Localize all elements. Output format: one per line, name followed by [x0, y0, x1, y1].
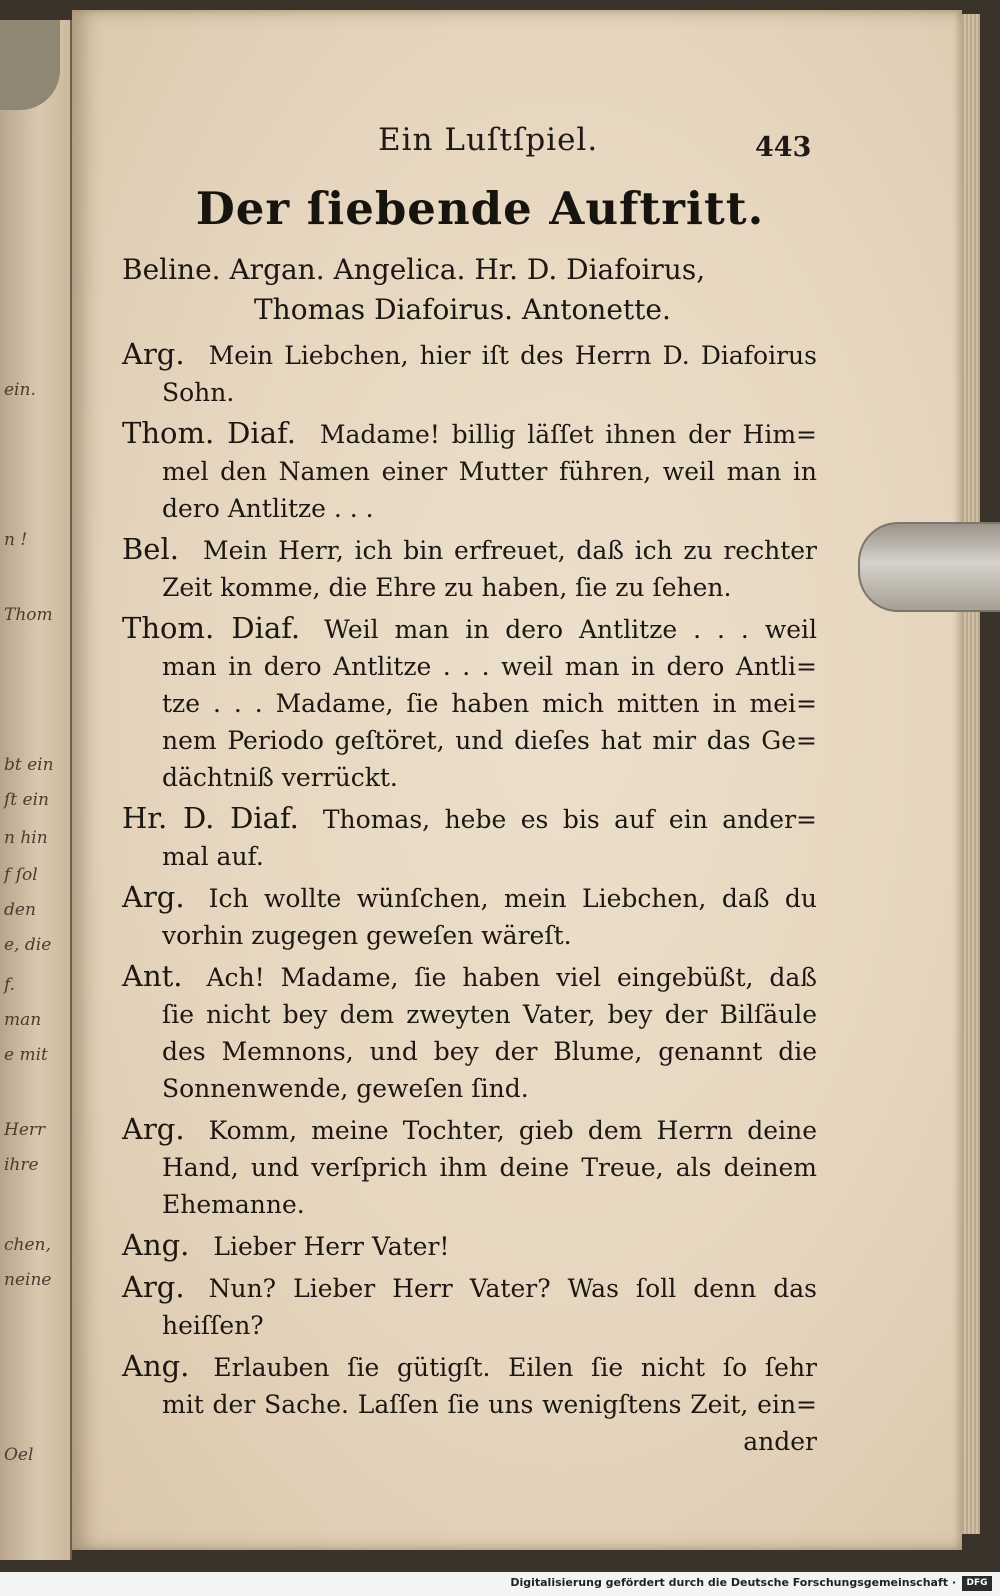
- line-text: Thomas, hebe es bis auf ein ander=: [322, 805, 817, 834]
- previous-page-fragment: Thom: [4, 605, 53, 625]
- speaker-name: Arg.: [122, 1270, 185, 1304]
- line-text: Mein Liebchen, hier iſt des Herrn D. Diafoirus: [208, 341, 817, 370]
- running-head: Ein Luſtſpiel.: [378, 122, 599, 158]
- dialogue-entry: [122, 531, 817, 606]
- previous-page-fragment: bt ein: [4, 755, 54, 775]
- dialogue-line: [122, 685, 817, 722]
- line-text: vorhin zugegen geweſen wäreſt.: [162, 921, 572, 950]
- line-text: heiſſen?: [162, 1311, 264, 1340]
- dfg-logo: DFG: [962, 1576, 992, 1591]
- previous-page-fragment: n hin: [4, 828, 48, 848]
- line-text: dächtniß verrückt.: [162, 763, 398, 792]
- dialogue: [122, 336, 817, 1464]
- line-text: Sonnenwende, geweſen ſind.: [162, 1074, 529, 1103]
- speaker-name: Arg.: [122, 337, 185, 371]
- previous-page-fragment: e, die: [4, 935, 52, 955]
- dialogue-line: [122, 415, 817, 453]
- line-text: Nun? Lieber Herr Vater? Was ſoll denn das: [208, 1274, 817, 1303]
- dialogue-line: [122, 917, 817, 954]
- dialogue-line: [122, 569, 817, 606]
- line-text: Hand, und verſprich ihm deine Treue, als deinem: [162, 1153, 817, 1182]
- dialogue-line: [122, 1386, 817, 1423]
- line-text: mel den Namen einer Mutter führen, weil man in: [162, 457, 817, 486]
- line-text: Komm, meine Tochter, gieb dem Herrn deine: [208, 1116, 817, 1145]
- previous-page-fragment: chen,: [4, 1235, 51, 1255]
- dialogue-line: [122, 1111, 817, 1149]
- line-text: mit der Sache. Laſſen ſie uns wenigſtens Zeit, ein=: [162, 1390, 817, 1419]
- dialogue-line: [122, 1269, 817, 1307]
- line-text: ander: [743, 1427, 817, 1456]
- previous-page-fragment: f ſol: [4, 865, 38, 885]
- line-text: mal auf.: [162, 842, 264, 871]
- dialogue-line: [122, 722, 817, 759]
- line-text: Ich wollte wünſchen, mein Liebchen, daß du: [208, 884, 817, 913]
- dialogue-line: [122, 1307, 817, 1344]
- dialogue-line: [122, 838, 817, 875]
- previous-page-fragments: [4, 20, 64, 1560]
- line-text: Ehemanne.: [162, 1190, 305, 1219]
- line-text: Lieber Herr Vater!: [213, 1232, 450, 1261]
- previous-page-fragment: ihre: [4, 1155, 39, 1175]
- cast-line: Thomas Diafoirus. Antonette.: [254, 293, 671, 326]
- dialogue-entry: [122, 336, 817, 411]
- dialogue-line: [122, 490, 817, 527]
- previous-page: [0, 20, 72, 1560]
- funding-credit: Digitalisierung gefördert durch die Deutsche Forschungsgemeinschaft ·: [510, 1576, 956, 1589]
- previous-page-fragment: f.: [4, 975, 16, 995]
- dialogue-line: [122, 1348, 817, 1386]
- line-text: Sohn.: [162, 378, 235, 407]
- previous-page-fragment: e mit: [4, 1045, 48, 1065]
- line-text: man in dero Antlitze . . . weil man in dero Antli=: [162, 652, 817, 681]
- line-text: tze . . . Madame, ſie haben mich mitten in mei=: [162, 689, 817, 718]
- dialogue-line: [122, 648, 817, 685]
- dialogue-line: [122, 374, 817, 411]
- dialogue-entry: [122, 879, 817, 954]
- dialogue-line: [122, 336, 817, 374]
- cast-list: [122, 250, 822, 330]
- speaker-name: Ang.: [122, 1228, 190, 1262]
- dialogue-line: [122, 453, 817, 490]
- dialogue-line: [122, 1033, 817, 1070]
- dialogue-entry: [122, 1269, 817, 1344]
- previous-page-fragment: Herr: [4, 1120, 46, 1140]
- dialogue-line: [122, 1423, 817, 1460]
- dialogue-entry: [122, 610, 817, 796]
- line-text: des Memnons, und bey der Blume, genannt die: [162, 1037, 817, 1066]
- speaker-name: Arg.: [122, 1112, 185, 1146]
- footer-bar: [0, 1572, 1000, 1596]
- dialogue-line: [122, 1186, 817, 1223]
- dialogue-entry: [122, 415, 817, 527]
- previous-page-fragment: neine: [4, 1270, 52, 1290]
- line-text: Madame! billig läſſet ihnen der Him=: [319, 420, 817, 449]
- speaker-name: Thom. Diaf.: [122, 611, 301, 645]
- speaker-name: Ang.: [122, 1349, 190, 1383]
- scene-title: Der ſiebende Auftritt.: [195, 182, 765, 235]
- dialogue-entry: [122, 800, 817, 875]
- page-number: 443: [755, 132, 812, 163]
- previous-page-fragment: ein.: [4, 380, 36, 400]
- line-text: nem Periodo geſtöret, und dieſes hat mir das Ge=: [162, 726, 817, 755]
- previous-page-fragment: Oel: [4, 1445, 34, 1465]
- dialogue-line: [122, 958, 817, 996]
- page-stack-edge: [962, 14, 980, 1534]
- line-text: dero Antlitze . . .: [162, 494, 374, 523]
- line-text: Ach! Madame, ſie haben viel eingebüßt, daß: [206, 963, 817, 992]
- line-text: Erlauben ſie gütigſt. Eilen ſie nicht ſo ſehr: [213, 1353, 817, 1382]
- line-text: ſie nicht bey dem zweyten Vater, bey der Bilſäule: [162, 1000, 817, 1029]
- previous-page-fragment: ſt ein: [4, 790, 49, 810]
- speaker-name: Bel.: [122, 532, 179, 566]
- speaker-name: Hr. D. Diaf.: [122, 801, 299, 835]
- dialogue-line: [122, 1070, 817, 1107]
- previous-page-fragment: man: [4, 1010, 42, 1030]
- speaker-name: Ant.: [122, 959, 183, 993]
- dialogue-entry: [122, 1111, 817, 1223]
- dialogue-line: [122, 531, 817, 569]
- line-text: Mein Herr, ich bin erfreuet, daß ich zu rechter: [202, 536, 817, 565]
- dialogue-line: [122, 610, 817, 648]
- speaker-name: Arg.: [122, 880, 185, 914]
- dialogue-entry: [122, 1348, 817, 1460]
- dialogue-line: [122, 800, 817, 838]
- previous-page-fragment: n !: [4, 530, 28, 550]
- dialogue-line: [122, 996, 817, 1033]
- cast-line: Beline. Argan. Angelica. Hr. D. Diafoirus,: [122, 253, 706, 286]
- page-clip: [858, 522, 1000, 612]
- dialogue-line: [122, 879, 817, 917]
- line-text: Zeit komme, die Ehre zu haben, ſie zu ſehen.: [162, 573, 732, 602]
- dialogue-line: [122, 1149, 817, 1186]
- dialogue-entry: [122, 958, 817, 1107]
- previous-page-fragment: den: [4, 900, 36, 920]
- dialogue-line: [122, 1227, 817, 1265]
- dialogue-entry: [122, 1227, 817, 1265]
- dialogue-line: [122, 759, 817, 796]
- speaker-name: Thom. Diaf.: [122, 416, 296, 450]
- line-text: Weil man in dero Antlitze . . . weil: [324, 615, 817, 644]
